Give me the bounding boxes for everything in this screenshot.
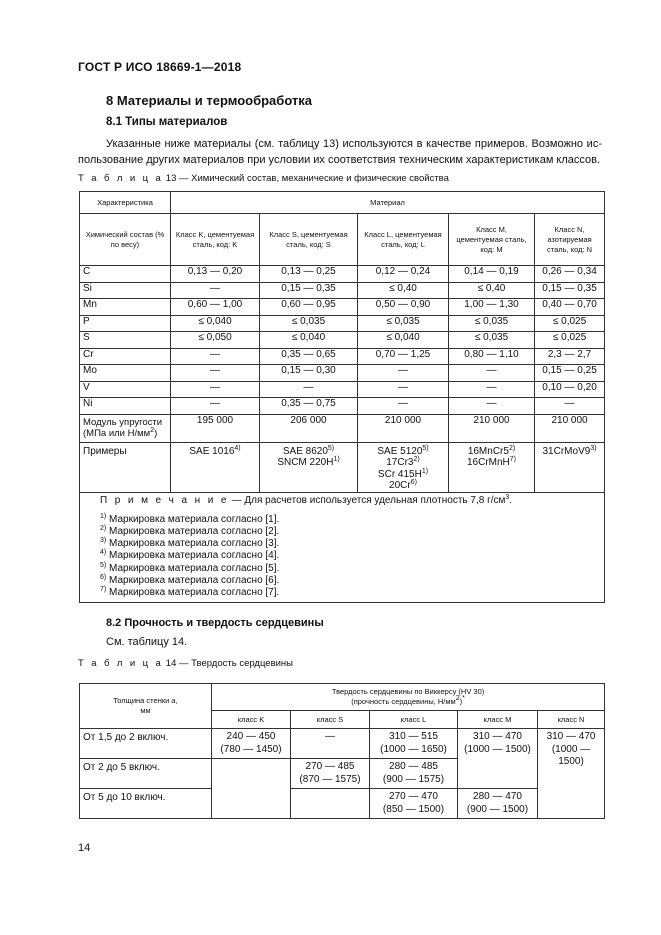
- element-value: —: [358, 398, 449, 415]
- element-value: 0,60 — 1,00: [171, 299, 260, 316]
- example-l-4: 20Cr: [389, 480, 411, 491]
- header-core-hardness: [212, 684, 605, 711]
- t14-header-class-s: класс S: [291, 711, 370, 729]
- modulus-label-end: ): [154, 428, 158, 439]
- element-label: Ni: [80, 398, 171, 415]
- section-8-2-title: 8.2 Прочность и твердость сердцевины: [106, 617, 324, 629]
- element-value: ≤ 0,050: [171, 332, 260, 349]
- example-l-2: 17Cr3: [386, 457, 414, 468]
- t14-s2-hv: 270 — 485: [305, 761, 355, 772]
- example-n-name: 31CrMoV9: [542, 445, 591, 457]
- footnote-marker: 1): [100, 512, 107, 520]
- element-value: 0,50 — 0,90: [358, 299, 449, 316]
- header-wall-thickness-unit: мм: [140, 706, 151, 715]
- t14-l2-strength: (900 — 1575): [382, 773, 445, 785]
- t14-l-row2: [370, 759, 458, 789]
- table-14-caption: [78, 658, 293, 669]
- t14-l3-strength: (850 — 1500): [382, 803, 445, 815]
- t14-m3-strength: (900 — 1500): [466, 803, 529, 815]
- header-chemical-composition: Химический состав (% по весу): [80, 214, 171, 266]
- page-number: 14: [78, 842, 91, 854]
- element-value: ≤ 0,025: [535, 315, 605, 332]
- footnote-marker: 5): [100, 561, 107, 569]
- element-row: [80, 381, 605, 398]
- element-value: ≤ 0,035: [449, 315, 535, 332]
- element-value: ≤ 0,040: [358, 332, 449, 349]
- element-value: ≤ 0,40: [358, 282, 449, 299]
- modulus-k: 195 000: [171, 414, 260, 442]
- modulus-label: [80, 414, 171, 442]
- element-value: 0,15 — 0,35: [260, 282, 358, 299]
- t14-l-row1: [370, 729, 458, 759]
- element-value: —: [449, 365, 535, 382]
- example-l-3: SCr 415H: [377, 468, 422, 480]
- example-l-3-ref: 1): [421, 467, 429, 475]
- element-value: —: [260, 381, 358, 398]
- header-core-hardness-1: Твердость сердцевины по Виккерсу (HV 30): [331, 687, 485, 696]
- modulus-m: 210 000: [449, 414, 535, 442]
- header-core-hardness-3: ): [459, 697, 463, 706]
- element-value: 0,40 — 0,70: [535, 299, 605, 316]
- element-row: [80, 282, 605, 299]
- header-core-hardness-star: *: [462, 695, 465, 702]
- element-value: 0,70 — 1,25: [358, 348, 449, 365]
- table-13: [79, 191, 605, 603]
- example-n-ref: 3): [590, 444, 597, 452]
- table-13-caption-text: 13 — Химический состав, механические и физические свойства: [163, 173, 449, 184]
- t14-row-label-1: От 1,5 до 2 включ.: [80, 729, 212, 759]
- modulus-s: 206 000: [260, 414, 358, 442]
- t14-k1-strength: (780 — 1450): [220, 743, 282, 755]
- footnote-marker: 7): [100, 585, 107, 593]
- example-l-4-ref: 6): [410, 479, 417, 486]
- element-value: ≤ 0,040: [260, 332, 358, 349]
- t14-row-label-2: От 2 до 5 включ.: [80, 759, 212, 789]
- t14-n1-hv: 310 — 470: [546, 731, 596, 742]
- element-value: ≤ 0,040: [171, 315, 260, 332]
- element-label: Cr: [80, 348, 171, 365]
- document-header: ГОСТ Р ИСО 18669-1—2018: [78, 60, 242, 74]
- example-m-1: 16MnCr5: [467, 445, 509, 457]
- examples-n: [535, 442, 605, 492]
- t14-l3-hv: 270 — 470: [389, 791, 438, 802]
- footnote-text: Маркировка материала согласно [6].: [109, 574, 280, 586]
- element-value: 0,35 — 0,75: [260, 398, 358, 415]
- element-value: 0,10 — 0,20: [535, 381, 605, 398]
- table-13-caption-prefix: Т а б л и ц а: [78, 173, 164, 184]
- element-value: ≤ 0,035: [358, 315, 449, 332]
- example-m-2-ref: 7): [509, 456, 517, 463]
- element-value: 0,15 — 0,25: [535, 365, 605, 382]
- example-l-1-ref: 5): [422, 444, 429, 452]
- header-core-hardness-sup: 2: [455, 695, 460, 702]
- example-l-2-ref: 2): [413, 456, 420, 463]
- element-value: ≤ 0,035: [260, 315, 358, 332]
- element-value: —: [358, 365, 449, 382]
- example-s-1: SAE 8620: [282, 445, 328, 457]
- t14-header-class-l: класс L: [370, 711, 458, 729]
- footnote: [100, 563, 601, 575]
- footnote: [100, 550, 601, 562]
- example-m-1-ref: 2): [508, 444, 516, 452]
- table-13-notes: [80, 492, 605, 603]
- t14-l1-strength: (1000 — 1650): [380, 743, 447, 755]
- element-value: 0,80 — 1,10: [449, 348, 535, 365]
- table-13-note: [100, 495, 601, 507]
- section-8-title: 8 Материалы и термообработка: [106, 93, 313, 108]
- t14-m1-strength: (1000 — 1500): [464, 743, 531, 755]
- t14-s-row3-empty: [291, 789, 370, 819]
- modulus-label-sup: 2: [150, 427, 155, 434]
- table-13-caption: [78, 173, 449, 184]
- element-row: [80, 266, 605, 283]
- header-wall-thickness-text: Толщина стенки: [113, 696, 170, 705]
- header-wall-thickness: [80, 684, 212, 729]
- footnote-text: Маркировка материала согласно [2].: [109, 525, 280, 537]
- footnote-text: Маркировка материала согласно [3].: [109, 538, 280, 550]
- element-label: Mo: [80, 365, 171, 382]
- t14-header-class-n: класс N: [538, 711, 605, 729]
- section-8-1-title: 8.1 Типы материалов: [106, 116, 228, 128]
- footnote: [100, 587, 601, 599]
- header-core-hardness-2: (прочность сердцевины, Н/мм: [351, 697, 456, 706]
- element-value: 0,12 — 0,24: [358, 266, 449, 283]
- modulus-n: 210 000: [535, 414, 605, 442]
- footnote-text: Маркировка материала согласно [7].: [109, 586, 280, 598]
- element-value: —: [358, 381, 449, 398]
- element-label: S: [80, 332, 171, 349]
- element-value: —: [171, 365, 260, 382]
- header-class-m: Класс M, цементуемая сталь, код: M: [449, 214, 535, 266]
- element-value: 0,15 — 0,35: [535, 282, 605, 299]
- footnote-marker: 2): [100, 524, 107, 532]
- element-value: 0,60 — 0,95: [260, 299, 358, 316]
- element-value: —: [535, 398, 605, 415]
- element-row: [80, 348, 605, 365]
- example-k-ref: 4): [234, 444, 241, 452]
- t14-m3-hv: 280 — 470: [473, 791, 522, 802]
- element-label: Mn: [80, 299, 171, 316]
- example-m-2: 16CrMnH: [466, 457, 510, 468]
- table-14: [79, 683, 605, 819]
- section-8-1-paragraph: Указанные ниже материалы (см. таблицу 13) используются в качестве примеров. Возможно ис- пользование других материалов при условии их соответствия техническим характеристикам классов.: [78, 138, 602, 166]
- note-end: .: [509, 494, 513, 506]
- element-label: P: [80, 315, 171, 332]
- header-class-l: Класс L, цементуемая сталь, код: L: [358, 214, 449, 266]
- element-row: [80, 315, 605, 332]
- header-class-s: Класс S, цементуемая сталь, код: S: [260, 214, 358, 266]
- element-row: [80, 299, 605, 316]
- element-value: 0,14 — 0,19: [449, 266, 535, 283]
- t14-row-label-3: От 5 до 10 включ.: [80, 789, 212, 819]
- example-k-name: SAE 1016: [189, 445, 235, 457]
- modulus-l: 210 000: [358, 414, 449, 442]
- header-class-k: Класс K, цементуемая сталь, код: K: [171, 214, 260, 266]
- element-value: ≤ 0,40: [449, 282, 535, 299]
- table-14-caption-text: 14 — Твердость сердцевины: [163, 658, 294, 669]
- element-value: 1,00 — 1,30: [449, 299, 535, 316]
- examples-s: [260, 442, 358, 492]
- footnote-marker: 3): [100, 537, 107, 545]
- element-label: C: [80, 266, 171, 283]
- footnote-text: Маркировка материала согласно [4].: [109, 550, 280, 562]
- modulus-label-line-1: Модуль упругости: [83, 416, 163, 428]
- element-value: 0,13 — 0,20: [171, 266, 260, 283]
- element-value: —: [171, 282, 260, 299]
- example-s-2: SNCM 220H: [277, 457, 334, 468]
- element-value: —: [449, 381, 535, 398]
- examples-k: [171, 442, 260, 492]
- element-value: 2,3 — 2,7: [535, 348, 605, 365]
- element-value: 0,13 — 0,25: [260, 266, 358, 283]
- note-sup: 3: [505, 493, 510, 501]
- note-text: — Для расчетов используется удельная плотность 7,8 г/см: [228, 494, 506, 506]
- t14-m-row3: [458, 789, 538, 819]
- note-prefix: П р и м е ч а н и е: [100, 494, 229, 506]
- table-13-element-rows: [80, 266, 605, 415]
- t14-header-class-m: класс M: [458, 711, 538, 729]
- element-value: —: [171, 381, 260, 398]
- t14-header-class-k: класс K: [212, 711, 291, 729]
- t14-n1-strength: (1000 — 1500): [551, 743, 591, 767]
- header-wall-thickness-comma: ,: [175, 696, 178, 705]
- element-label: V: [80, 381, 171, 398]
- t14-l2-hv: 280 — 485: [389, 761, 438, 772]
- examples-m: [449, 442, 535, 492]
- element-row: [80, 365, 605, 382]
- examples-label: Примеры: [80, 442, 171, 492]
- t14-k1-hv: 240 — 450: [226, 731, 276, 742]
- element-row: [80, 332, 605, 349]
- footnote: [100, 514, 601, 526]
- element-value: 0,35 — 0,65: [260, 348, 358, 365]
- footnote-list: [100, 514, 601, 599]
- t14-m-row12: [458, 729, 538, 789]
- t14-m1-hv: 310 — 470: [473, 731, 522, 742]
- header-material: Материал: [171, 192, 605, 214]
- footnote-marker: 4): [100, 549, 107, 557]
- header-class-n: Класс N, азотируемая сталь, код: N: [535, 214, 605, 266]
- element-row: [80, 398, 605, 415]
- see-table-14: См. таблицу 14.: [106, 636, 188, 648]
- modulus-label-line-2: (МПа или Н/мм: [83, 428, 151, 439]
- element-value: —: [171, 398, 260, 415]
- t14-n-all: [538, 729, 605, 819]
- table-14-caption-prefix: Т а б л и ц а: [78, 658, 164, 669]
- footnote-text: Маркировка материала согласно [1].: [109, 513, 280, 525]
- t14-k-row1: [212, 729, 291, 759]
- footnote: [100, 575, 601, 587]
- element-value: —: [171, 348, 260, 365]
- t14-l-row3: [370, 789, 458, 819]
- t14-s-row2: [291, 759, 370, 789]
- element-value: 0,15 — 0,30: [260, 365, 358, 382]
- t14-s2-strength: (870 — 1575): [299, 773, 361, 785]
- header-wall-thickness-a: a: [171, 696, 176, 705]
- footnote: [100, 538, 601, 550]
- header-characteristic: Характеристика: [80, 192, 171, 214]
- example-s-1-ref: 5): [327, 444, 335, 452]
- footnote: [100, 526, 601, 538]
- element-value: —: [449, 398, 535, 415]
- example-l-1: SAE 5120: [377, 445, 423, 457]
- element-value: ≤ 0,035: [449, 332, 535, 349]
- element-value: ≤ 0,025: [535, 332, 605, 349]
- examples-l: [358, 442, 449, 492]
- footnote-text: Маркировка материала согласно [5].: [109, 562, 280, 574]
- example-s-2-ref: 1): [333, 456, 340, 463]
- t14-s-row1: —: [291, 729, 370, 759]
- element-value: 0,26 — 0,34: [535, 266, 605, 283]
- footnote-marker: 6): [100, 573, 107, 581]
- t14-k-row23-empty: [212, 759, 291, 819]
- element-label: Si: [80, 282, 171, 299]
- t14-l1-hv: 310 — 515: [389, 731, 438, 742]
